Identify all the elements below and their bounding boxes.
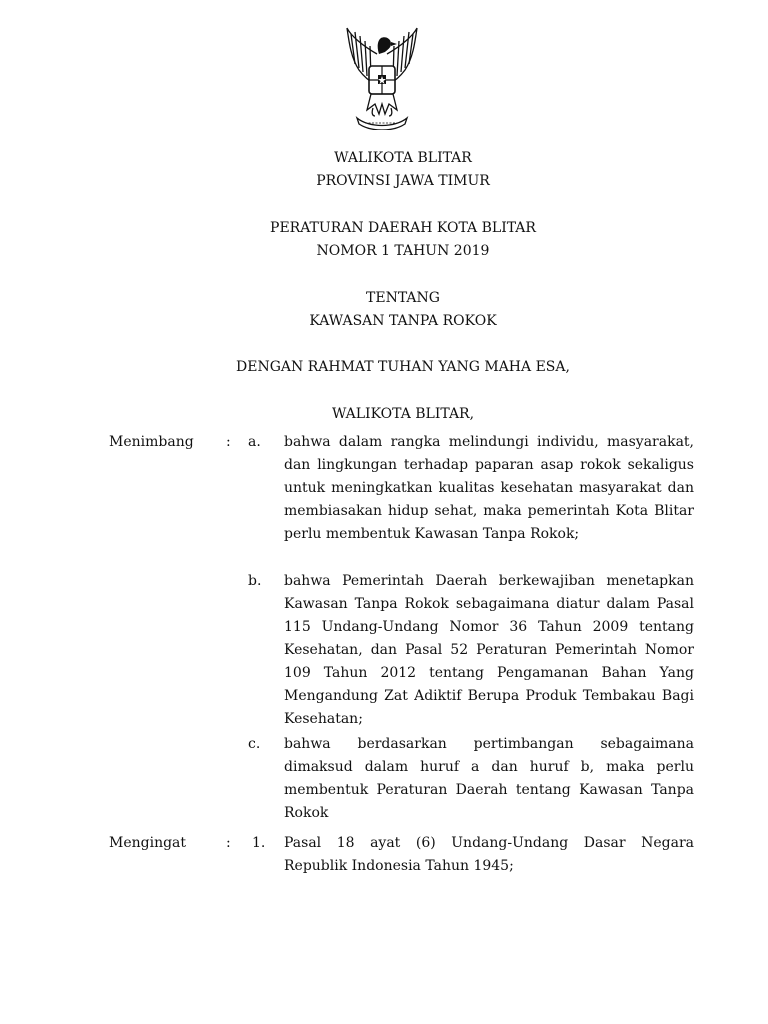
legal-basis-text: Pasal 18 ayat (6) Undang-Undang Dasar Negara Republik Indonesia Tahun 1945; [284,835,694,874]
item-marker: a. [248,434,261,450]
regulation-title: PERATURAN DAERAH KOTA BLITAR [270,220,536,236]
consideration-text: bahwa berdasarkan pertimbangan sebagaimana dimaksud dalam huruf a dan huruf b, maka perlu membentuk Peraturan Daerah tentang Kawasan Tanpa Rokok [284,736,694,821]
consideration-text: bahwa dalam rangka melindungi individu, masyarakat, dan lingkungan terhadap paparan asap rokok sekaligus untuk meningkatkan kualitas kesehatan masyarakat dan membiasakan hidup sehat, maka pemerintah Kota Blitar perlu membentuk Kawasan Tanpa Rokok; [284,434,694,542]
province-title: PROVINSI JAWA TIMUR [316,173,490,189]
authority-title: WALIKOTA BLITAR [334,150,472,166]
section-label-menimbang: Menimbang [109,434,194,450]
regulation-number: NOMOR 1 TAHUN 2019 [316,243,490,259]
invocation: DENGAN RAHMAT TUHAN YANG MAHA ESA, [236,359,570,375]
garuda-emblem [341,24,423,130]
about-label: TENTANG [366,290,440,306]
consideration-text: bahwa Pemerintah Daerah berkewajiban menetapkan Kawasan Tanpa Rokok sebagaimana diatur dalam Pasal 115 Undang-Undang Nomor 36 Tahun 2009 tentang Kesehatan, dan Pasal 52 Peraturan Pemerintah Nomor 109 Tahun 2012 tentang Pengamanan Bahan Yang Mengandung Zat Adiktif Berupa Produk Tembakau Bagi Kesehatan; [284,573,694,727]
issuer-title: WALIKOTA BLITAR, [331,406,475,422]
regulation-subject: KAWASAN TANPA ROKOK [309,313,497,329]
section-colon: : [226,434,231,450]
item-marker: c. [248,736,261,752]
item-marker: b. [248,573,262,589]
section-label-mengingat: Mengingat [109,835,187,851]
section-colon: : [226,835,231,851]
item-marker: 1. [252,835,266,851]
